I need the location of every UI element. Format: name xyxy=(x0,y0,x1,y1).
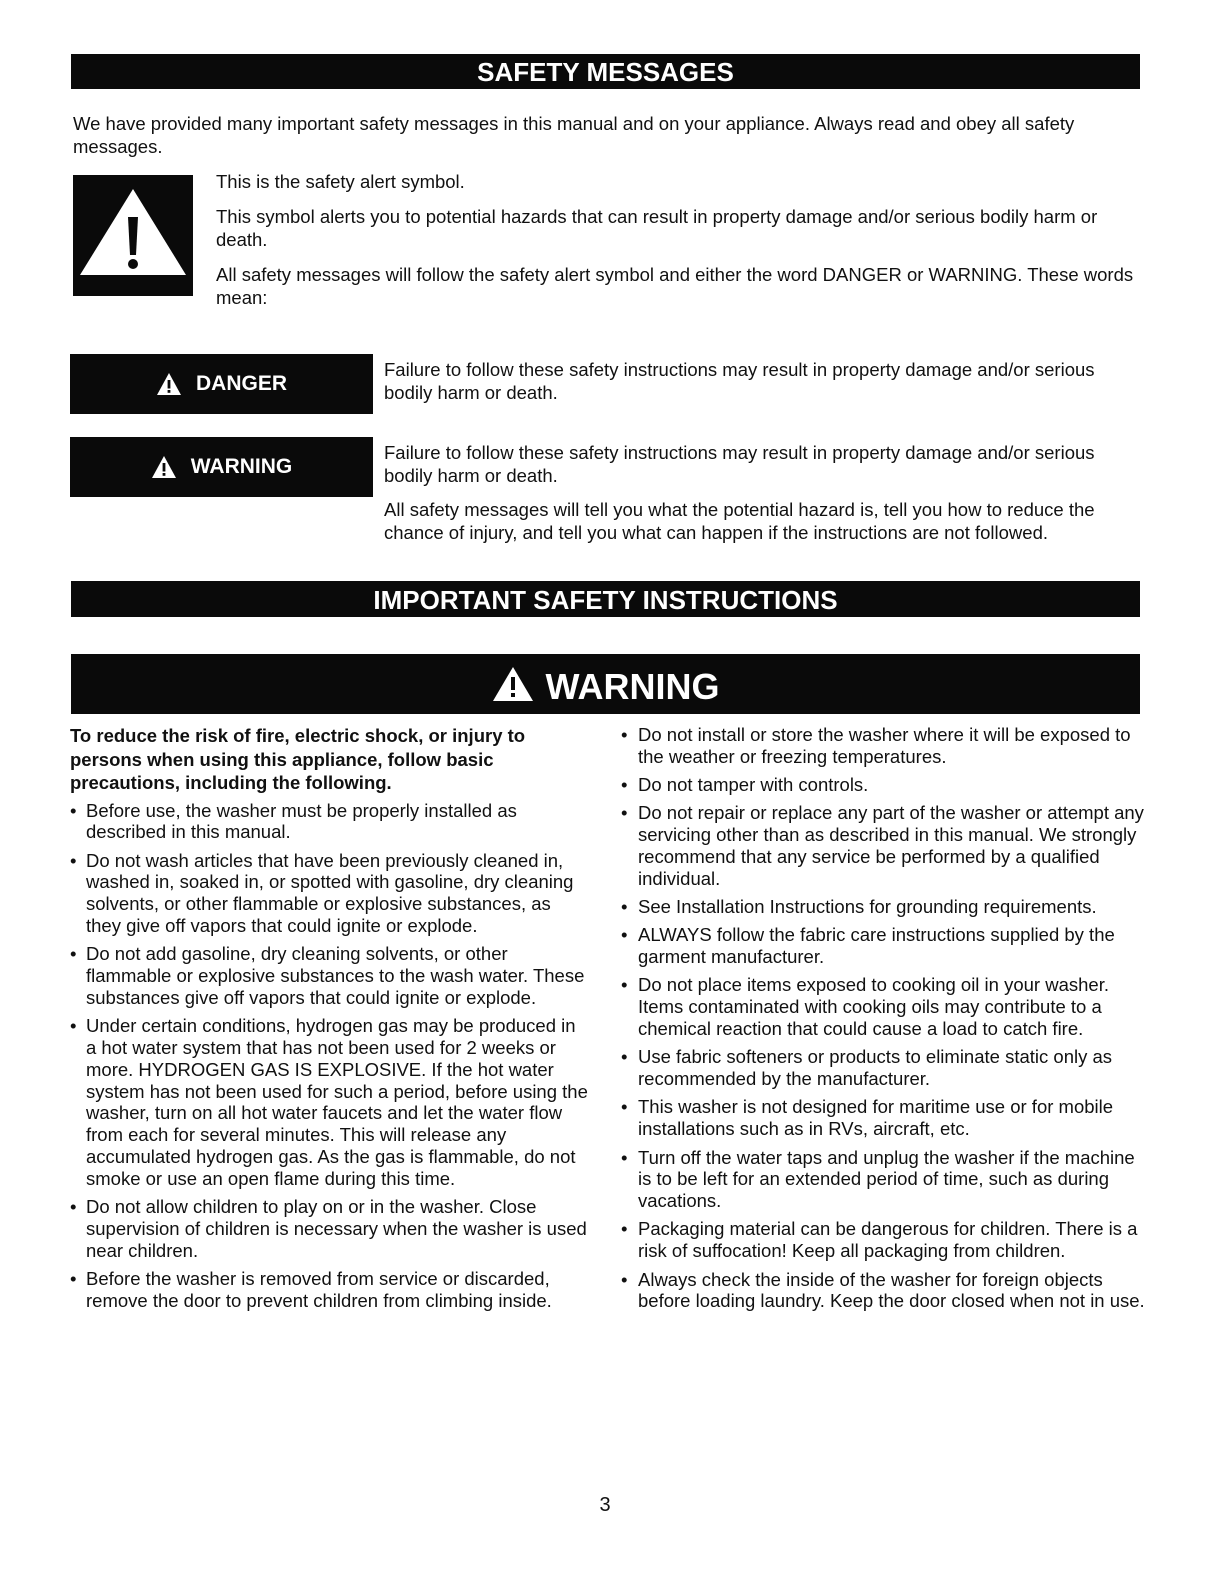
alert-triangle-icon xyxy=(73,175,193,296)
list-item: • Before the washer is removed from service or discarded, remove the door to prevent children from climbing inside. xyxy=(70,1268,590,1312)
alert-triangle-icon xyxy=(156,372,182,396)
alert-line-2: This symbol alerts you to potential hazards that can result in property damage and/or serious bodily harm or death. xyxy=(216,206,1098,250)
warning-label: WARNING xyxy=(190,455,293,478)
list-item: • Before use, the washer must be properly installed as described in this manual. xyxy=(70,800,590,844)
list-item: • Do not allow children to play on or in the washer. Close supervision of children is necessary when the washer is used near children. xyxy=(70,1196,590,1261)
list-item: • Do not add gasoline, dry cleaning solvents, or other flammable or explosive substances to the wash water. These substances give off vapors that could ignite or explode. xyxy=(70,943,590,1008)
warning-description: Failure to follow these safety instructions may result in property damage and/or serious bodily harm or death. xyxy=(384,442,1095,486)
list-item: • Use fabric softeners or products to eliminate static only as recommended by the manufacturer. xyxy=(620,1046,1150,1090)
left-instructions-column xyxy=(70,724,590,1318)
list-item: • Turn off the water taps and unplug the washer if the machine is to be left for an extended period of time, such as during vacations. xyxy=(620,1147,1150,1212)
list-item: • This washer is not designed for maritime use or for mobile installations such as in RVs, aircraft, etc. xyxy=(620,1096,1150,1140)
list-item: • Do not place items exposed to cooking oil in your washer. Items contaminated with cooking oils may contribute to a chemical reaction that could cause a load to catch fire. xyxy=(620,974,1150,1039)
left-instructions-list xyxy=(70,800,590,1312)
alert-triangle-icon xyxy=(151,455,177,479)
list-item: • Do not wash articles that have been previously cleaned in, washed in, soaked in, or spotted with gasoline, dry cleaning solvents, or other flammable or explosive substances, as they give off vapors that could ignite or explode. xyxy=(70,850,590,937)
list-item: • See Installation Instructions for grounding requirements. xyxy=(620,896,1150,918)
alert-line-1: This is the safety alert symbol. xyxy=(216,171,465,192)
list-item: • Packaging material can be dangerous for children. There is a risk of suffocation! Keep all packaging from children. xyxy=(620,1218,1150,1262)
warning-banner xyxy=(71,654,1140,714)
warning-signal-box xyxy=(70,437,373,497)
warning-banner-label: WARNING xyxy=(545,666,720,707)
alert-symbol-explanation xyxy=(216,170,1136,321)
important-safety-instructions-heading: IMPORTANT SAFETY INSTRUCTIONS xyxy=(71,581,1140,617)
danger-label: DANGER xyxy=(195,372,287,395)
list-item: • Do not repair or replace any part of the washer or attempt any servicing other than as described in this manual. We strongly recommend that any service be performed by a qualified individual. xyxy=(620,802,1150,889)
list-item: • Do not install or store the washer where it will be exposed to the weather or freezing temperatures. xyxy=(620,724,1150,768)
safety-alert-symbol-box xyxy=(73,175,193,296)
instructions-lead: To reduce the risk of fire, electric shock, or injury to persons when using this appliance, follow basic precautions, including the following. xyxy=(70,725,526,793)
list-item: • ALWAYS follow the fabric care instructions supplied by the garment manufacturer. xyxy=(620,924,1150,968)
safety-messages-heading: SAFETY MESSAGES xyxy=(71,54,1140,89)
intro-paragraph: We have provided many important safety messages in this manual and on your appliance. Always read and obey all safety messages. xyxy=(73,113,1075,157)
right-instructions-list xyxy=(620,724,1150,1312)
danger-signal-box xyxy=(70,354,373,414)
alert-triangle-icon xyxy=(492,666,534,702)
list-item: • Under certain conditions, hydrogen gas may be produced in a hot water system that has not been used for 2 weeks or more. HYDROGEN GAS IS EXPLOSIVE. If the hot water system has not been used for such a period, before using the washer, turn on all hot water faucets and let the water flow from each for several minutes. This will release any accumulated hydrogen gas. As the gas is flammable, do not smoke or use an open flame during this time. xyxy=(70,1015,590,1189)
page-number: 3 xyxy=(599,1494,611,1516)
danger-description: Failure to follow these safety instructions may result in property damage and/or serious bodily harm or death. xyxy=(384,359,1095,403)
list-item: • Do not tamper with controls. xyxy=(620,774,1150,796)
list-item: • Always check the inside of the washer for foreign objects before loading laundry. Keep the door closed when not in use. xyxy=(620,1269,1150,1313)
right-instructions-column xyxy=(620,724,1150,1319)
warning-extra-description: All safety messages will tell you what the potential hazard is, tell you how to reduce the chance of injury, and tell you what can happen if the instructions are not followed. xyxy=(384,499,1095,543)
alert-line-3: All safety messages will follow the safety alert symbol and either the word DANGER or WARNING. These words mean: xyxy=(216,264,1134,308)
